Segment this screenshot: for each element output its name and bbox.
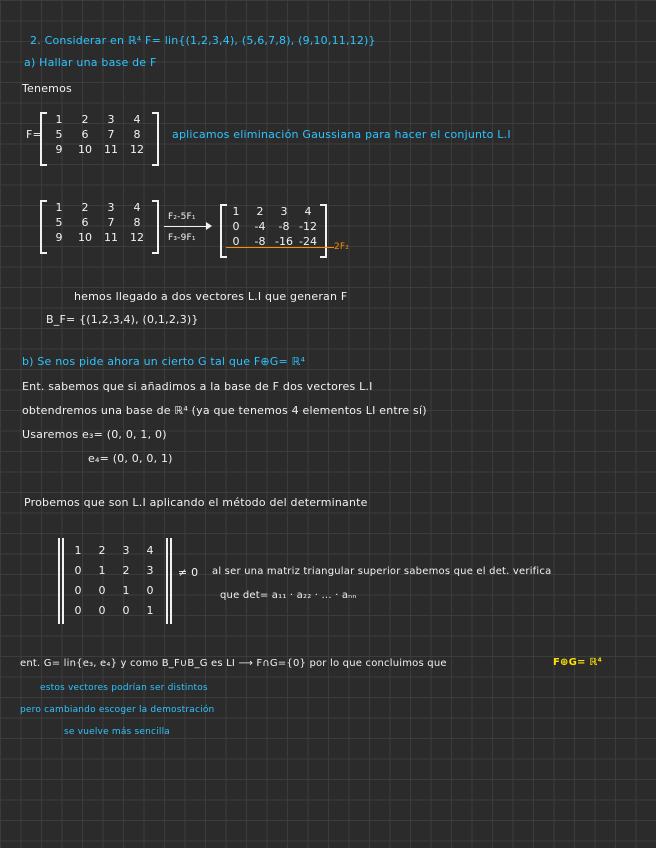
matrix-row	[66, 540, 162, 560]
matrix-cell: 10	[78, 231, 92, 244]
matrix-cell: 7	[107, 128, 115, 141]
det-note-1: al ser una matriz triangular superior sabemos que el det. verifica	[212, 566, 552, 577]
matrix-cell: 1	[146, 603, 154, 617]
e4-vector: e₄= (0, 0, 0, 1)	[88, 452, 173, 465]
right-arrow-icon	[206, 222, 212, 230]
reached-text: hemos llegado a dos vectores L.I que generan F	[74, 290, 348, 303]
matrix-cell: 3	[122, 543, 130, 557]
matrix-row	[46, 142, 150, 157]
matrix-cell: 8	[133, 216, 141, 229]
matrix-cell: 5	[55, 128, 63, 141]
matrix-cell: 7	[107, 216, 115, 229]
matrix-cell: 0	[74, 603, 82, 617]
matrix-row	[224, 219, 320, 234]
gauss-note: aplicamos eliminación Gaussiana para hacer el conjunto L.I	[172, 128, 511, 141]
matrix2	[46, 200, 150, 245]
exercise-title: 2. Considerar en ℝ⁴ F= lin{(1,2,3,4), (5,6,7,8), (9,10,11,12)}	[30, 34, 376, 47]
row-op-bottom: F₃-9F₁	[168, 233, 196, 243]
tenemos-text: Tenemos	[22, 82, 72, 95]
matrix1	[46, 112, 150, 157]
matrix-cell: 9	[55, 231, 63, 244]
matrix-cell: 2	[81, 201, 89, 214]
det-left-bar	[58, 538, 60, 624]
matrix-cell: 2	[122, 563, 130, 577]
matrix-cell: 1	[55, 201, 63, 214]
base-f: B_F= {(1,2,3,4), (0,1,2,3)}	[46, 313, 199, 326]
matrix-cell: 0	[74, 583, 82, 597]
matrix-row	[224, 204, 320, 219]
neq-zero: ≠ 0	[178, 566, 199, 579]
matrix-cell: 11	[104, 231, 118, 244]
matrix-cell: 6	[81, 216, 89, 229]
matrix-cell: 0	[232, 235, 240, 248]
matrix-cell: 11	[104, 143, 118, 156]
matrix-cell: -4	[254, 220, 266, 233]
matrix-cell: -8	[278, 220, 290, 233]
matrix-cell: 1	[74, 543, 82, 557]
matrix-cell: 2	[81, 113, 89, 126]
matrix-cell: 4	[133, 113, 141, 126]
final-conclusion: F⊕G= ℝ⁴	[553, 657, 603, 668]
matrix-cell: 0	[122, 603, 130, 617]
matrix-cell: 0	[98, 583, 106, 597]
matrix-row	[46, 127, 150, 142]
matrix-cell: 9	[55, 143, 63, 156]
matrix-cell: 0	[74, 563, 82, 577]
matrix-cell: -24	[299, 235, 317, 248]
matrix-cell: 1	[55, 113, 63, 126]
matrix-row	[46, 230, 150, 245]
matrix3	[224, 204, 320, 249]
matrix-cell: -12	[299, 220, 317, 233]
matrix-cell: 2	[256, 205, 264, 218]
matrix-cell: 12	[130, 231, 144, 244]
matrix-cell: 0	[98, 603, 106, 617]
matrix-cell: 12	[130, 143, 144, 156]
row-op-arrow-line	[164, 226, 208, 227]
matrix-cell: 1	[232, 205, 240, 218]
det-right-bar-2	[170, 538, 172, 624]
matrix2-right-bracket	[152, 200, 159, 254]
footnote-3: se vuelve más sencilla	[64, 727, 171, 737]
matrix-cell: 3	[107, 113, 115, 126]
det-right-bar	[166, 538, 168, 624]
matrix-cell: 4	[304, 205, 312, 218]
matrix-row	[66, 560, 162, 580]
matrix-cell: 4	[146, 543, 154, 557]
matrix-cell: 8	[133, 128, 141, 141]
row-op-top: F₂-5F₁	[168, 212, 196, 222]
matrix-row	[46, 200, 150, 215]
footnote-2: pero cambiando escoger la demostración	[20, 705, 215, 715]
line-obt: obtendremos una base de ℝ⁴ (ya que tenemos 4 elementos LI entre sí)	[22, 404, 427, 417]
matrix-cell: 3	[280, 205, 288, 218]
matrix-cell: 0	[146, 583, 154, 597]
part-a-heading: a) Hallar una base de F	[24, 56, 157, 69]
matrix-row	[66, 600, 162, 620]
strike-row3	[226, 247, 334, 248]
probemos-text: Probemos que son L.I aplicando el método del determinante	[24, 496, 368, 509]
det-matrix	[66, 540, 162, 620]
det-left-bar-2	[62, 538, 64, 624]
matrix-cell: -8	[254, 235, 266, 248]
final-line: ent. G= lin{e₃, e₄} y como B_F∪B_G es LI ⟶ F∩G={0} por lo que concluimos que	[20, 658, 447, 669]
matrix-cell: 4	[133, 201, 141, 214]
matrix-cell: 3	[146, 563, 154, 577]
matrix3-right-bracket	[320, 204, 327, 258]
matrix-cell: 6	[81, 128, 89, 141]
matrix-row	[46, 215, 150, 230]
line-ent: Ent. sabemos que si añadimos a la base de F dos vectores L.I	[22, 380, 373, 393]
footnote-1: estos vectores podrían ser distintos	[40, 683, 208, 693]
det-note-2: que det= a₁₁ · a₂₂ · ... · aₙₙ	[220, 590, 357, 601]
matrix-cell: 5	[55, 216, 63, 229]
matrix-cell: 1	[98, 563, 106, 577]
matrix1-right-bracket	[152, 112, 159, 166]
matrix-cell: 3	[107, 201, 115, 214]
note-2f2: 2F₂	[334, 242, 350, 252]
matrix-row	[66, 580, 162, 600]
matrix-cell: 1	[122, 583, 130, 597]
matrix-cell: 2	[98, 543, 106, 557]
matrix-cell: -16	[275, 235, 293, 248]
matrix-cell: 0	[232, 220, 240, 233]
part-b-heading: b) Se nos pide ahora un cierto G tal que F⊕G= ℝ⁴	[22, 355, 306, 368]
usaremos-e3: Usaremos e₃= (0, 0, 1, 0)	[22, 428, 167, 441]
matrix-row	[46, 112, 150, 127]
matrix-cell: 10	[78, 143, 92, 156]
f-label: F=	[26, 128, 42, 141]
